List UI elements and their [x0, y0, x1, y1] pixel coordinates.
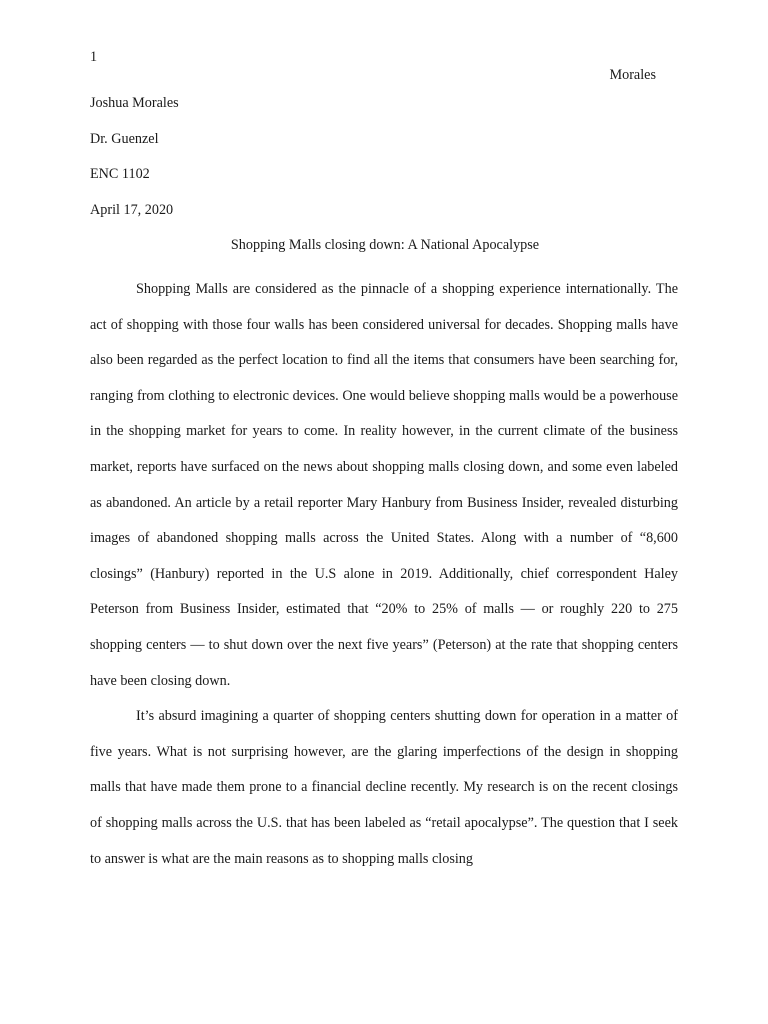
running-head: Morales — [609, 67, 656, 83]
author-name: Joshua Morales — [90, 95, 179, 111]
paper-date: April 17, 2020 — [90, 201, 174, 218]
instructor-name: Dr. Guenzel — [90, 130, 159, 147]
paragraph: It’s absurd imagining a quarter of shopping centers shutting down for operation in a matter of five years. What is not surprising however, are the glaring imperfections of the design in shopping malls that have made them prone to a financial decline recently. My research is on the recent closings of shopping malls across the U.S. that has been labeled as “retail apocalypse”. The question that I seek to answer is what are the main reasons as to shopping malls closing — [90, 708, 678, 867]
mla-heading — [90, 94, 680, 236]
course-code: ENC 1102 — [90, 166, 150, 183]
paragraph: Shopping Malls are considered as the pinnacle of a shopping experience internationally. The act of shopping with those four walls has been considered universal for decades. Shopping malls have also been regarded as the perfect location to find all the items that consumers have been searching for, ranging from clothing to electronic devices. One would believe shopping malls would be a powerhouse in the shopping market for years to come. In reality however, in the current climate of the business market, reports have surfaced on the news about shopping malls closing down, and some even labeled as abandoned. An article by a retail reporter Mary Hanbury from Business Insider, revealed disturbing images of abandoned shopping malls across the United States. Along with a number of “8,600 closings” (Hanbury) reported in the U.S alone in 2019. Additionally, chief correspondent Haley Peterson from Business Insider, estimated that “20% to 25% of malls — or roughly 220 to 275 shopping centers — to shut down over the next five years” (Peterson) at the rate that shopping centers have been closing down. — [90, 281, 678, 689]
page-number: 1 — [90, 49, 98, 65]
body-text — [90, 272, 678, 877]
paper-title: Shopping Malls closing down: A National Apocalypse — [230, 237, 540, 253]
